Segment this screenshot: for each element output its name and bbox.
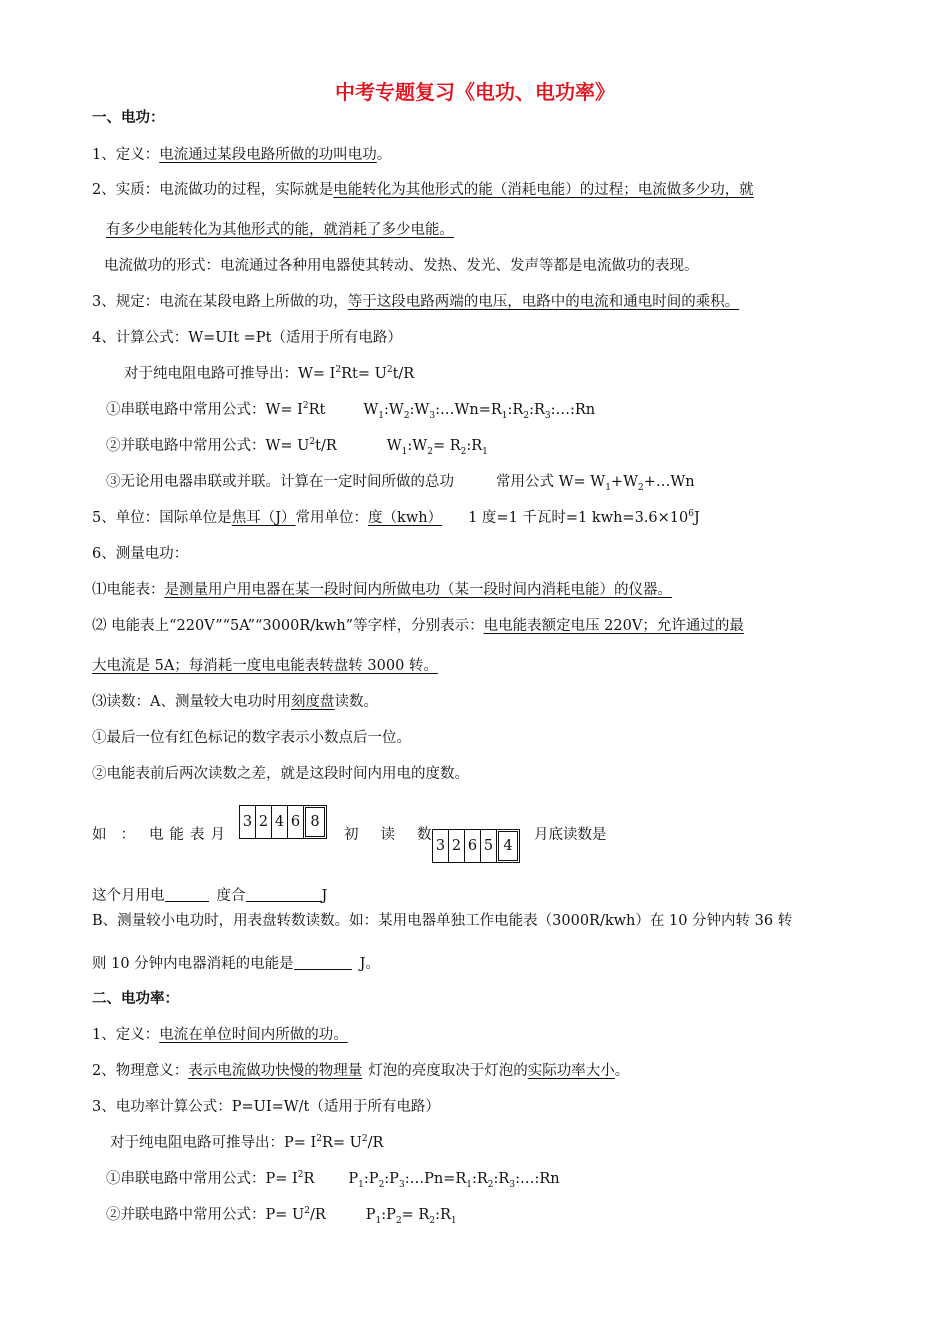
underlined-text: 电电能表额定电压 220V；允许通过的最 bbox=[483, 618, 744, 634]
text: :…Wn=R bbox=[435, 402, 502, 418]
power-formula: 3、电功率计算公式：P=UI=W/t（适用于所有电路） bbox=[92, 1099, 440, 1115]
text: :…:Rn bbox=[550, 402, 596, 418]
definition-line bbox=[92, 145, 391, 165]
text: 常用单位： bbox=[295, 510, 369, 526]
text: 。 bbox=[614, 1063, 630, 1079]
text: ②并联电路中常用公式：W= U bbox=[106, 438, 310, 454]
rule-line bbox=[92, 292, 739, 312]
underlined-text: 等于这段电路两端的电压，电路中的电流和通电时间的乘积。 bbox=[347, 294, 740, 310]
reading-note-2: ②电能表前后两次读数之差，就是这段时间内用电的度数。 bbox=[92, 766, 469, 782]
text: :P bbox=[384, 1171, 399, 1187]
meter-example-middle bbox=[344, 825, 432, 845]
text: 对于纯电阻电路可推导出：W= I bbox=[124, 366, 336, 382]
page-title: 中考专题复习《电功、电功率》 bbox=[335, 80, 615, 104]
meter-reading-start bbox=[240, 805, 327, 839]
meter-label-line-2 bbox=[92, 656, 438, 676]
superscript: 2 bbox=[335, 365, 342, 376]
text: +…Wn bbox=[643, 474, 695, 490]
power-series-formula bbox=[106, 1169, 560, 1189]
text: 初 bbox=[344, 827, 359, 843]
measure-work-heading: 6、测量电功： bbox=[92, 546, 189, 562]
answer-blank[interactable] bbox=[246, 885, 322, 902]
meter-reading-end bbox=[433, 829, 520, 863]
text: 则 10 分钟内电器消耗的电能是 bbox=[92, 956, 294, 972]
subscript: 2 bbox=[523, 410, 530, 421]
text: 灯泡的亮度取决于灯泡的 bbox=[368, 1063, 528, 1079]
text: 如 bbox=[92, 827, 107, 843]
underlined-text: 电流通过某段电路所做的功叫电功 bbox=[159, 147, 377, 163]
subscript: 2 bbox=[427, 446, 433, 457]
section-heading-electric-power: 二、电功率： bbox=[92, 991, 179, 1007]
superscript: 2 bbox=[309, 437, 316, 448]
superscript: 2 bbox=[386, 365, 393, 376]
text: Rt bbox=[308, 402, 326, 418]
text: :W bbox=[409, 402, 430, 418]
text: 5、单位：国际单位是 bbox=[92, 510, 232, 526]
essence-line-1 bbox=[92, 180, 754, 200]
small-work-reading: B、测量较小电功时，用表盘转数读数。如：某用电器单独工作电能表（3000R/kwh）在 10 分钟内转 36 转 bbox=[92, 913, 793, 929]
subscript: 1 bbox=[482, 446, 488, 457]
subscript: 3 bbox=[544, 410, 551, 421]
subscript: 1 bbox=[466, 1179, 472, 1190]
unit-line bbox=[92, 508, 700, 528]
small-work-question bbox=[92, 953, 380, 974]
subscript: 1 bbox=[605, 482, 611, 493]
monthly-usage-line bbox=[92, 885, 327, 906]
text: :W bbox=[407, 438, 428, 454]
text: ⑶读数：A、测量较大电功时用 bbox=[92, 694, 291, 710]
underlined-text: 焦耳（J） bbox=[231, 510, 296, 526]
subscript: 3 bbox=[429, 410, 436, 421]
power-parallel-formula bbox=[106, 1205, 457, 1225]
text: 1、定义： bbox=[92, 147, 160, 163]
meter-example-end: 月底读数是 bbox=[534, 827, 607, 843]
subscript: 1 bbox=[378, 410, 385, 421]
underlined-text: 是测量用户用电器在某一段时间内所做电功（某一段时间内消耗电能）的仪器。 bbox=[164, 582, 672, 598]
formula-line: 4、计算公式：W=UIt =Pt（适用于所有电路） bbox=[92, 330, 402, 346]
text: J。 bbox=[359, 956, 380, 972]
text: J bbox=[693, 510, 700, 526]
text: P bbox=[365, 1207, 376, 1223]
text: 数 bbox=[417, 827, 432, 843]
power-definition bbox=[92, 1025, 348, 1045]
text: ②并联电路中常用公式：P= U bbox=[106, 1207, 305, 1223]
subscript: 3 bbox=[509, 1179, 516, 1190]
underlined-text: 表示电流做功快慢的物理量 bbox=[188, 1063, 363, 1079]
text: R= U bbox=[321, 1135, 362, 1151]
subscript: 2 bbox=[378, 1179, 385, 1190]
meter-example-line bbox=[92, 825, 225, 845]
text: 度合 bbox=[216, 888, 246, 904]
subscript: 1 bbox=[501, 410, 508, 421]
meter-decimal-digit: 8 bbox=[303, 805, 327, 839]
text: ③无论用电器串联或并联。计算在一定时间所做的总功 bbox=[106, 474, 454, 490]
work-forms-line: 电流做功的形式：电流通过各种用电器使其转动、发热、发光、发声等都是电流做功的表现。 bbox=[104, 258, 699, 274]
subscript: 3 bbox=[398, 1179, 405, 1190]
meter-digit: 5 bbox=[480, 829, 497, 863]
text: 常用公式 W= W bbox=[496, 474, 606, 490]
text: 表 bbox=[190, 827, 205, 843]
reading-line bbox=[92, 692, 378, 712]
meter-digit: 3 bbox=[432, 829, 449, 863]
text: 1、定义： bbox=[92, 1027, 160, 1043]
text: = R bbox=[432, 438, 461, 454]
subscript: 2 bbox=[460, 446, 467, 457]
meter-digit: 6 bbox=[464, 829, 481, 863]
section-heading-electric-work: 一、电功： bbox=[92, 110, 165, 126]
text: 。 bbox=[376, 147, 392, 163]
meter-digit: 6 bbox=[287, 805, 304, 839]
text: 月 bbox=[210, 827, 225, 843]
text: 1 度=1 千瓦时=1 kwh=3.6×10 bbox=[468, 510, 689, 526]
subscript: 1 bbox=[401, 446, 408, 457]
subscript: 1 bbox=[450, 1215, 457, 1226]
text: :R bbox=[493, 1171, 510, 1187]
answer-blank[interactable] bbox=[294, 953, 352, 970]
text: R bbox=[303, 1171, 315, 1187]
text: 2、实质：电流做功的过程，实际就是 bbox=[92, 182, 334, 198]
text: /R bbox=[309, 1207, 326, 1223]
series-formula bbox=[106, 400, 595, 420]
text: 电 bbox=[149, 827, 164, 843]
meter-digit: 2 bbox=[448, 829, 465, 863]
subscript: 2 bbox=[429, 1215, 436, 1226]
text: t/R bbox=[392, 366, 415, 382]
power-meaning bbox=[92, 1061, 629, 1081]
subscript: 1 bbox=[375, 1215, 382, 1226]
text: /R bbox=[367, 1135, 384, 1151]
text: 2、物理意义： bbox=[92, 1063, 189, 1079]
answer-blank[interactable] bbox=[165, 885, 209, 902]
superscript: 2 bbox=[316, 1134, 322, 1145]
text: P bbox=[348, 1171, 359, 1187]
superscript: 2 bbox=[297, 1170, 304, 1181]
text: +W bbox=[610, 474, 638, 490]
text: ： bbox=[120, 827, 135, 843]
text: J bbox=[321, 888, 328, 904]
text: :P bbox=[363, 1171, 379, 1187]
underlined-text: 有多少电能转化为其他形式的能，就消耗了多少电能。 bbox=[106, 222, 454, 238]
text: ①串联电路中常用公式：P= I bbox=[106, 1171, 298, 1187]
meter-definition bbox=[92, 580, 672, 600]
text: 读 bbox=[380, 827, 395, 843]
underlined-text: 刻度盘 bbox=[290, 694, 335, 710]
underlined-text: 电流在单位时间内所做的功。 bbox=[159, 1027, 348, 1043]
total-work-formula bbox=[106, 472, 695, 492]
reading-note-1: ①最后一位有红色标记的数字表示小数点后一位。 bbox=[92, 730, 411, 746]
text: :R bbox=[529, 402, 545, 418]
meter-decimal-digit: 4 bbox=[496, 829, 520, 863]
subscript: 2 bbox=[403, 410, 410, 421]
text: ⑵ 电能表上“220V”“5A”“3000R/kwh”等字样，分别表示： bbox=[92, 618, 484, 634]
text: :…:Rn bbox=[515, 1171, 560, 1187]
text: 这个月用电 bbox=[92, 888, 165, 904]
text: :R bbox=[507, 402, 524, 418]
text: ⑴电能表： bbox=[92, 582, 165, 598]
text: t/R bbox=[315, 438, 337, 454]
subscript: 2 bbox=[487, 1179, 494, 1190]
subscript: 2 bbox=[395, 1215, 402, 1226]
underlined-text: 实际功率大小 bbox=[527, 1063, 615, 1079]
text: 对于纯电阻电路可推导出：P= I bbox=[110, 1135, 317, 1151]
text: 3、规定：电流在某段电路上所做的功， bbox=[92, 294, 348, 310]
superscript: 2 bbox=[361, 1134, 368, 1145]
superscript: 2 bbox=[302, 401, 309, 412]
text: ①串联电路中常用公式：W= I bbox=[106, 402, 303, 418]
text: :W bbox=[384, 402, 404, 418]
text: W bbox=[386, 438, 402, 454]
pure-resistance-formula bbox=[124, 364, 414, 384]
text: W bbox=[363, 402, 379, 418]
text: :R bbox=[466, 438, 483, 454]
text: Rt= U bbox=[341, 366, 387, 382]
underlined-text: 电能转化为其他形式的能（消耗电能）的过程；电流做多少功，就 bbox=[333, 182, 754, 198]
text: :R bbox=[471, 1171, 488, 1187]
underlined-text: 大电流是 5A；每消耗一度电电能表转盘转 3000 转。 bbox=[92, 658, 438, 674]
text: :…Pn=R bbox=[404, 1171, 467, 1187]
text: :P bbox=[381, 1207, 396, 1223]
text: :R bbox=[435, 1207, 451, 1223]
essence-line-2 bbox=[106, 220, 454, 240]
parallel-formula bbox=[106, 436, 488, 456]
subscript: 2 bbox=[637, 482, 644, 493]
subscript: 1 bbox=[358, 1179, 364, 1190]
underlined-text: 度（kwh） bbox=[368, 510, 443, 526]
power-pure-resistance bbox=[110, 1133, 383, 1153]
text: 读数。 bbox=[334, 694, 378, 710]
meter-digit: 3 bbox=[239, 805, 256, 839]
text: 能 bbox=[169, 827, 184, 843]
meter-digit: 4 bbox=[271, 805, 288, 839]
superscript: 2 bbox=[304, 1206, 310, 1217]
superscript: 6 bbox=[688, 509, 694, 520]
text: = R bbox=[401, 1207, 430, 1223]
meter-digit: 2 bbox=[255, 805, 272, 839]
meter-label-line-1 bbox=[92, 616, 744, 636]
